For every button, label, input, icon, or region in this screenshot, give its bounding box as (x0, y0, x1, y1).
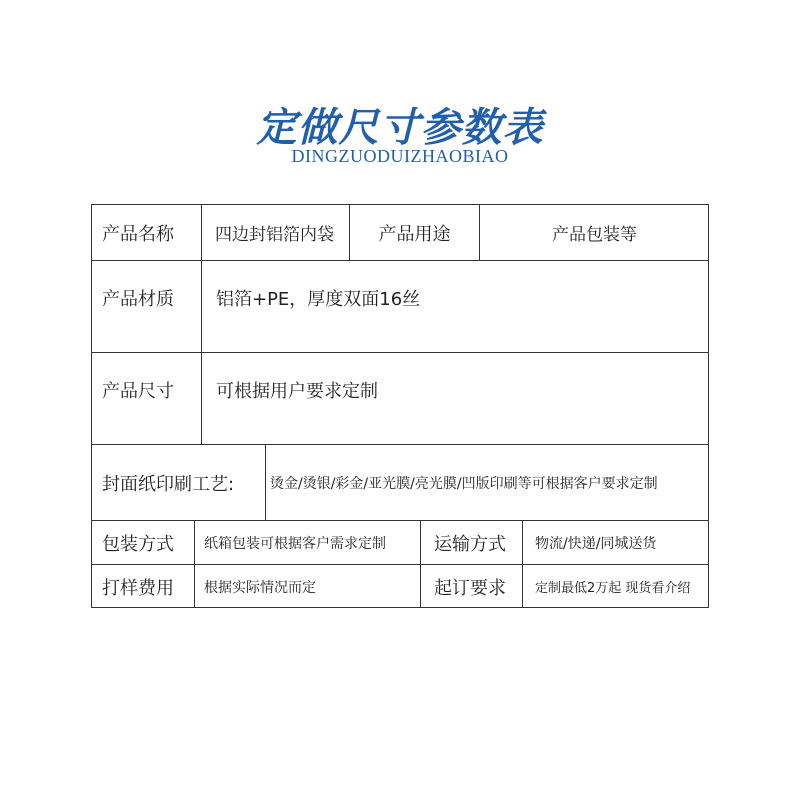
product-use-value: 产品包装等 (479, 204, 709, 260)
page-subtitle: DINGZUODUIZHAOBIAO (291, 146, 509, 166)
packing-value: 纸箱包装可根据客户需求定制 (194, 520, 420, 564)
size-label: 产品尺寸 (91, 352, 201, 444)
material-value: 铝箔+PE，厚度双面16丝 (201, 260, 709, 352)
product-name-value: 四边封铝箔内袋 (201, 204, 349, 260)
spec-table (91, 204, 709, 608)
print-process-value: 烫金/烫银/彩金/亚光膜/亮光膜/凹版印刷等可根据客户要求定制 (265, 444, 709, 520)
page-title: 定做尺寸参数表 (256, 105, 544, 151)
packing-label: 包装方式 (91, 520, 194, 564)
shipping-value: 物流/快递/同城送货 (522, 520, 709, 564)
shipping-label: 运输方式 (420, 520, 522, 564)
moq-value: 定制最低2万起 现货看介绍 (522, 564, 709, 608)
product-use-label: 产品用途 (349, 204, 479, 260)
sample-fee-value: 根据实际情况而定 (194, 564, 420, 608)
material-label: 产品材质 (91, 260, 201, 352)
sample-fee-label: 打样费用 (91, 564, 194, 608)
moq-label: 起订要求 (420, 564, 522, 608)
print-process-label: 封面纸印刷工艺: (91, 444, 265, 520)
product-name-label: 产品名称 (91, 204, 201, 260)
size-value: 可根据用户要求定制 (201, 352, 709, 444)
